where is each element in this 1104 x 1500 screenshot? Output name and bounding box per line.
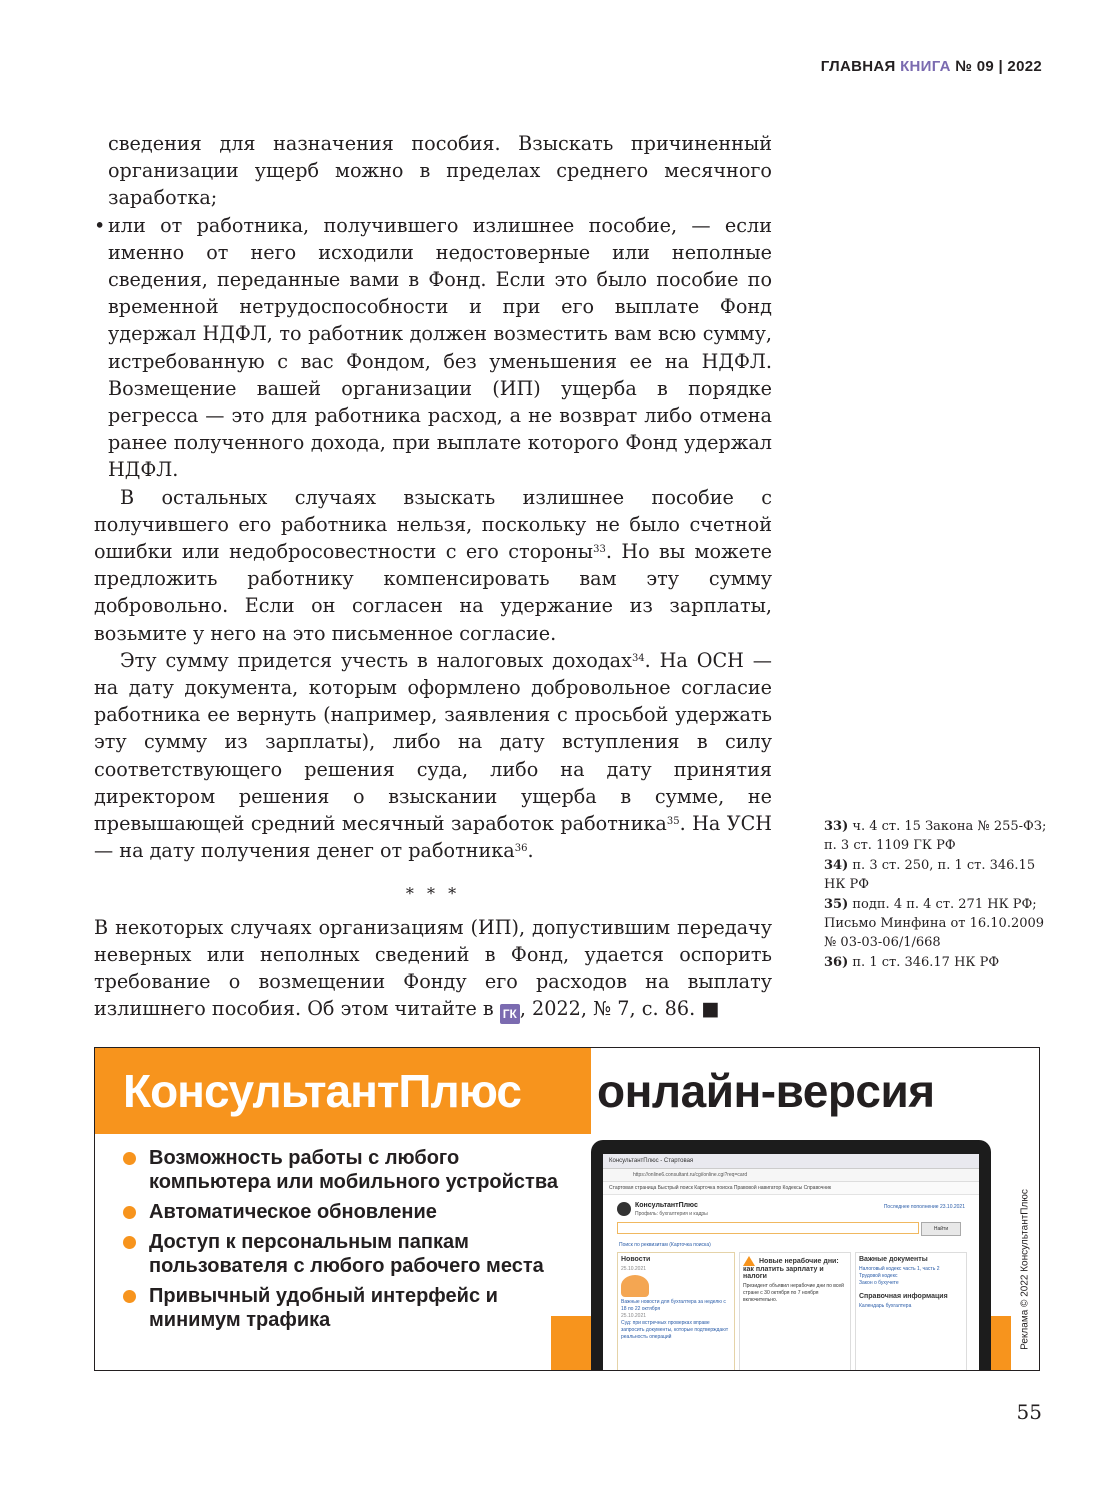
paragraph: Эту сумму придется учесть в налоговых доходах$^{34}$. На ОСН — на дату документа, которым оформлено добровольное согласие работника ее вернуть (например, заявления с просьбой удержать эту сумму из зарплаты), либо на дату вступления в силу соответствующего решения суда, либо на дату принятия директором решения о взыскании ущерба в сумме, не превышающей средний месячный заработок работника$^{35}$. На УСН — на дату получения денег от работника$^{36}$. <box>94 648 773 863</box>
consultant-logo-icon <box>617 1202 631 1216</box>
news-photo-icon <box>621 1275 649 1297</box>
gk-logo-icon[interactable]: ГК <box>500 1004 520 1024</box>
footnote: 34) п. 3 ст. 250, п. 1 ст. 346.15 НК РФ <box>824 858 1036 892</box>
ad-title: онлайн-версия <box>597 1065 935 1117</box>
laptop-illustration <box>591 1140 991 1371</box>
screen-news-column: Новости 25.10.2021 Важные новости для бухгалтера за неделю с 18 по 22 октября 25.10.2021 Суд: при встречных проверках вправе запросить документы, которые подтверждают реальность операций <box>617 1252 735 1371</box>
ad-credit: Реклама © 2022 КонсультантПлюс <box>1019 1189 1031 1350</box>
footnote-ref[interactable]: 34 <box>631 652 645 664</box>
section-divider: * * * <box>405 884 461 904</box>
screen-search-button: Найти <box>921 1222 961 1236</box>
screen-search-input <box>617 1222 919 1234</box>
screen-profile: Профиль: бухгалтерия и кадры <box>635 1211 708 1217</box>
footnote: 36) п. 1 ст. 346.17 НК РФ <box>824 955 1000 971</box>
screen-last-update: Последнее пополнение 23.10.2021 <box>883 1204 965 1210</box>
header-issue: № 09 | 2022 <box>955 58 1042 75</box>
ad-feature: Автоматическое обновление <box>121 1200 581 1224</box>
paragraph: В некоторых случаях организациям (ИП), допустившим передачу неверных или неполных сведений в Фонд, удается оспорить требование о возмещении Фонду его расходов на выплату излишнего пособия. Об этом читайте в ГК , 2022, № 7, с. 86. ■ <box>94 914 772 1025</box>
footnote: 35) подп. 4 п. 4 ст. 271 НК РФ; Письмо Минфина от 16.10.2009 № 03-03-06/1/668 <box>824 897 1045 950</box>
footnotes <box>824 818 1049 975</box>
article-body <box>94 130 772 1024</box>
ad-feature: Привычный удобный интерфейс и минимум трафика <box>121 1284 581 1332</box>
paragraph: сведения для назначения пособия. Взыскать причиненный организации ущерб можно в пределах среднего месячного заработка; <box>108 132 772 210</box>
footnote-ref[interactable]: 33 <box>593 544 606 556</box>
screen-logo-text: КонсультантПлюс <box>635 1202 698 1209</box>
screen-center-column: Новые нерабочие дни: как платить зарплату и налоги Президент объявил нерабочие дни по всей стране с 30 октября по 7 ноября включительно. <box>739 1252 851 1371</box>
warning-icon <box>743 1256 755 1266</box>
running-header <box>821 58 1042 75</box>
footnote-ref[interactable]: 35 <box>666 816 680 828</box>
browser-bookmarks: Стартовая страница Быстрый поиск Карточка поиска Правовой навигатор Кодексы Справочник <box>603 1182 979 1195</box>
footnote-ref[interactable]: 36 <box>514 843 528 855</box>
advertisement-banner[interactable] <box>94 1047 1040 1371</box>
laptop-screen <box>603 1154 979 1371</box>
paragraph: В остальных случаях взыскать излишнее пособие с получившего его работника нельзя, поскольку не было счетной ошибки или недобросовестности с его стороны$^{33}$. Но вы можете предложить работнику компенсировать вам эту сумму добровольно. Если он согласен на удержание из зарплаты, возьмите у него на это письменное согласие. <box>94 485 772 645</box>
header-main: ГЛАВНАЯ <box>820 58 896 75</box>
bullet-paragraph: • или от работника, получившего излишнее пособие, — если именно от него исходили недостоверные или неполные сведения, переданные вами в Фонд. Если это было пособие по временной нетрудоспособности и при его выплате Фонд удержал НДФЛ, то работник должен возместить вам всю сумму, истребованную с вас Фондом, без уменьшения ее на НДФЛ. Возмещение вашей организации (ИП) ущерба в порядке регресса — это для работника расход, а не возврат либо отмена ранее полученного дохода, при выплате которого Фонд удержал НДФЛ. <box>94 212 772 484</box>
screen-search-link: Поиск по реквизитам (Карточка поиска) <box>619 1242 711 1248</box>
screen-right-column: Важные документы Налоговый кодекс часть 1, часть 2 Трудовой кодекс Закон о бухучете Справочная информация Календарь бухгалтера <box>855 1252 967 1371</box>
ad-feature: Возможность работы с любого компьютера или мобильного устройства <box>121 1146 581 1194</box>
header-accent: КНИГА <box>900 58 951 75</box>
browser-address: https://online6.consultant.ru/cgi/online.cgi?req=card <box>603 1169 979 1182</box>
browser-tab: КонсультантПлюс - Стартовая <box>603 1154 979 1169</box>
ad-feature-list <box>121 1146 581 1338</box>
page-number: 55 <box>1016 1400 1042 1424</box>
footnote: 33) ч. 4 ст. 15 Закона № 255-ФЗ; п. 3 ст. 1109 ГК РФ <box>824 819 1047 853</box>
ad-feature: Доступ к персональным папкам пользователя с любого рабочего места <box>121 1230 581 1278</box>
ad-brand: КонсультантПлюс <box>123 1065 521 1117</box>
